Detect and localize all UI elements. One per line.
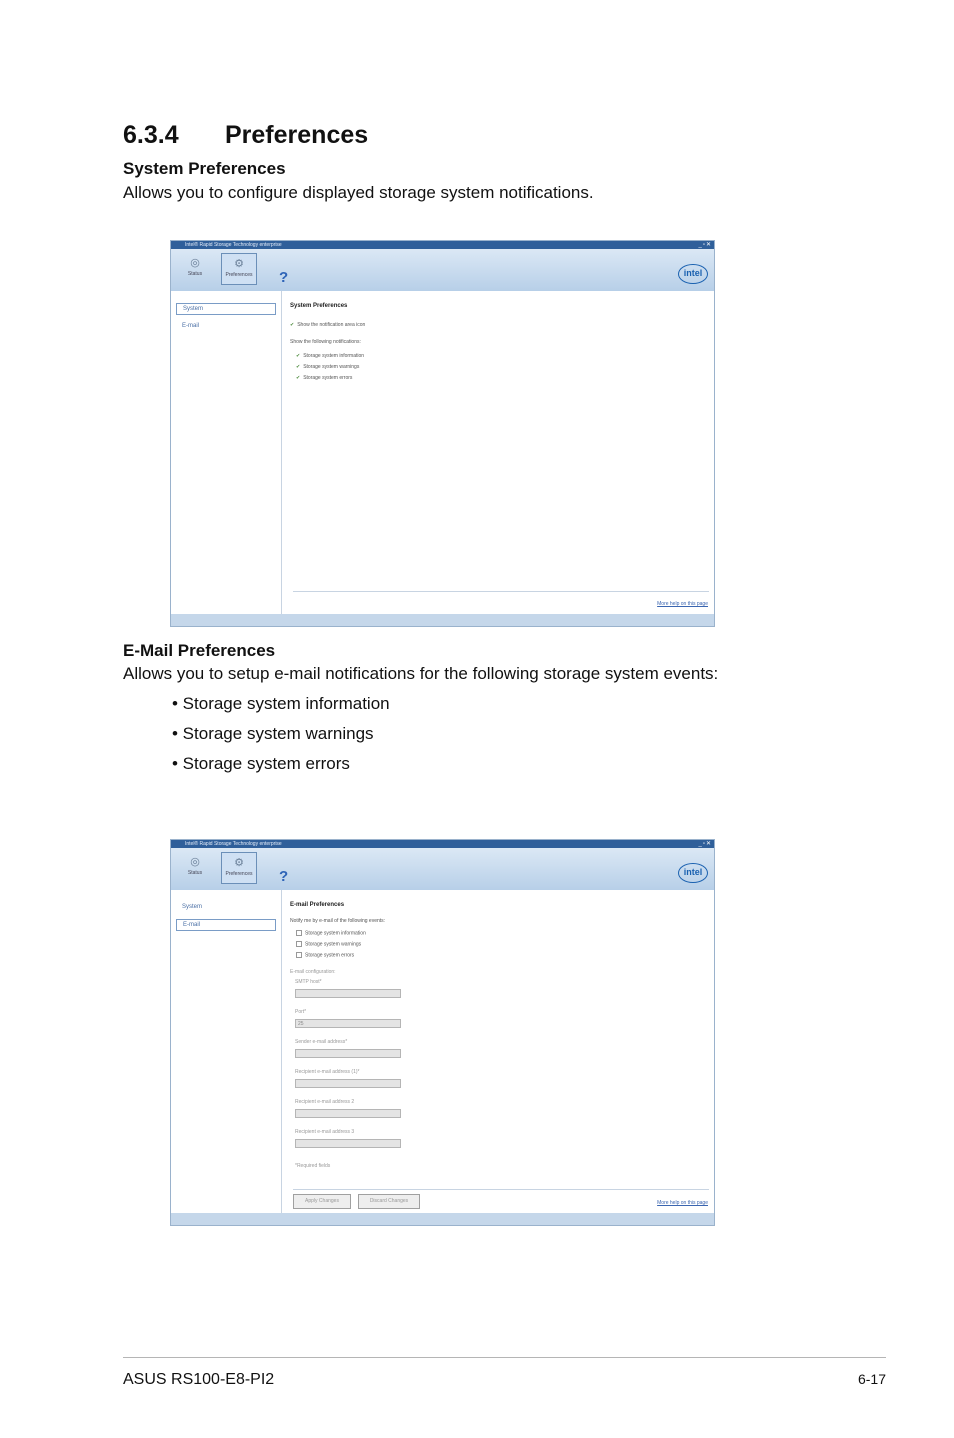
window-bottom-bar — [171, 614, 714, 626]
toolbar-status-label: Status — [187, 870, 203, 876]
sender-label: Sender e-mail address* — [295, 1039, 348, 1045]
checkbox-icon — [296, 930, 302, 936]
intel-logo: intel — [678, 264, 708, 284]
required-note: *Required fields — [295, 1163, 331, 1169]
help-icon[interactable]: ? — [279, 868, 289, 885]
port-label: Port* — [295, 1009, 307, 1015]
window-titlebar — [171, 241, 714, 249]
notify-warnings-checkbox[interactable] — [296, 364, 359, 370]
recipient1-label: Recipient e-mail address (1)* — [295, 1069, 360, 1075]
divider — [293, 1189, 709, 1190]
window-bottom-bar — [171, 1213, 714, 1225]
window-controls[interactable]: _▫✕ — [698, 841, 712, 847]
email-info-label: Storage system information — [305, 930, 366, 937]
smtp-input[interactable] — [295, 989, 401, 998]
recipient2-label: Recipient e-mail address 2 — [295, 1099, 355, 1105]
notify-warnings-label: Storage system warnings — [303, 364, 360, 370]
window-title: Intel® Rapid Storage Technology enterprise — [185, 242, 282, 248]
email-prefs-screenshot — [170, 839, 715, 1226]
footer-rule — [123, 1357, 886, 1358]
check-icon: ✔ — [290, 322, 295, 328]
email-errors-checkbox[interactable] — [296, 952, 354, 958]
smtp-label: SMTP host* — [295, 979, 322, 985]
toolbar-status-button[interactable] — [177, 253, 213, 285]
check-icon: ✔ — [296, 353, 301, 359]
recipient2-input[interactable] — [295, 1109, 401, 1118]
preferences-icon: ⚙ — [234, 258, 244, 270]
window-controls[interactable]: _▫✕ — [698, 242, 712, 248]
status-icon: ◎ — [190, 257, 200, 269]
section-title-text: Preferences — [225, 121, 369, 149]
apply-changes-button[interactable]: Apply Changes — [293, 1194, 351, 1209]
footer-product: ASUS RS100-E8-PI2 — [123, 1371, 275, 1388]
sender-input[interactable] — [295, 1049, 401, 1058]
toolbar-status-label: Status — [187, 271, 203, 277]
bullet-item: • Storage system warnings — [172, 724, 374, 743]
intel-logo: intel — [678, 863, 708, 883]
discard-changes-button[interactable]: Discard Changes — [358, 1194, 420, 1209]
system-prefs-heading: System Preferences — [123, 159, 286, 178]
toolbar-status-button[interactable] — [177, 852, 213, 884]
system-prefs-description: Allows you to configure displayed storage system notifications. — [123, 183, 594, 202]
notify-info-label: Storage system information — [303, 353, 365, 359]
email-errors-label: Storage system errors — [305, 952, 355, 959]
email-warnings-checkbox[interactable] — [296, 941, 361, 947]
sidebar-item-email[interactable]: E-mail — [176, 919, 276, 931]
page-number: 6-17 — [857, 1371, 886, 1387]
show-icon-checkbox[interactable] — [290, 322, 365, 328]
config-label: E-mail configuration: — [290, 969, 336, 975]
show-following-label: Show the following notifications: — [290, 339, 361, 345]
show-icon-label: Show the notification area icon — [297, 322, 366, 328]
main-heading: System Preferences — [290, 303, 348, 309]
checkbox-icon — [296, 941, 302, 947]
bullet-item: • Storage system errors — [172, 754, 350, 773]
more-help-link[interactable]: More help on this page — [657, 1200, 708, 1206]
preferences-icon: ⚙ — [234, 857, 244, 869]
recipient3-input[interactable] — [295, 1139, 401, 1148]
window-toolbar — [171, 249, 714, 291]
sidebar — [171, 291, 282, 614]
window-titlebar — [171, 840, 714, 848]
toolbar-preferences-button[interactable] — [221, 253, 257, 285]
system-prefs-screenshot — [170, 240, 715, 627]
recipient1-input[interactable] — [295, 1079, 401, 1088]
more-help-link[interactable]: More help on this page — [657, 601, 708, 607]
main-heading: E-mail Preferences — [290, 902, 345, 908]
status-icon: ◎ — [190, 856, 200, 868]
notify-errors-checkbox[interactable] — [296, 375, 352, 381]
notify-info-checkbox[interactable] — [296, 353, 364, 359]
notify-label: Notify me by e-mail of the following events: — [290, 918, 386, 924]
sidebar — [171, 890, 282, 1213]
recipient3-label: Recipient e-mail address 3 — [295, 1129, 355, 1135]
email-warnings-label: Storage system warnings — [305, 941, 362, 948]
divider — [293, 591, 709, 592]
sidebar-item-system[interactable]: System — [176, 303, 276, 315]
window-title: Intel® Rapid Storage Technology enterprise — [185, 841, 282, 847]
email-prefs-description: Allows you to setup e-mail notifications for the following storage system events: — [123, 664, 719, 683]
checkbox-icon — [296, 952, 302, 958]
main-panel — [283, 890, 714, 1213]
check-icon: ✔ — [296, 375, 301, 381]
sidebar-item-system[interactable]: System — [182, 904, 203, 910]
sidebar-item-email[interactable]: E-mail — [182, 323, 200, 329]
window-toolbar — [171, 848, 714, 890]
help-icon[interactable]: ? — [279, 269, 289, 286]
main-panel — [283, 291, 714, 614]
toolbar-preferences-label: Preferences — [225, 871, 253, 877]
section-title — [123, 121, 368, 150]
check-icon: ✔ — [296, 364, 301, 370]
email-info-checkbox[interactable] — [296, 930, 366, 936]
notify-errors-label: Storage system errors — [303, 375, 353, 381]
toolbar-preferences-button[interactable] — [221, 852, 257, 884]
toolbar-preferences-label: Preferences — [225, 272, 253, 278]
bullet-item: • Storage system information — [172, 694, 390, 713]
section-number: 6.3.4 — [123, 121, 179, 149]
email-prefs-heading: E-Mail Preferences — [123, 641, 276, 660]
port-input[interactable]: 25 — [295, 1019, 401, 1028]
